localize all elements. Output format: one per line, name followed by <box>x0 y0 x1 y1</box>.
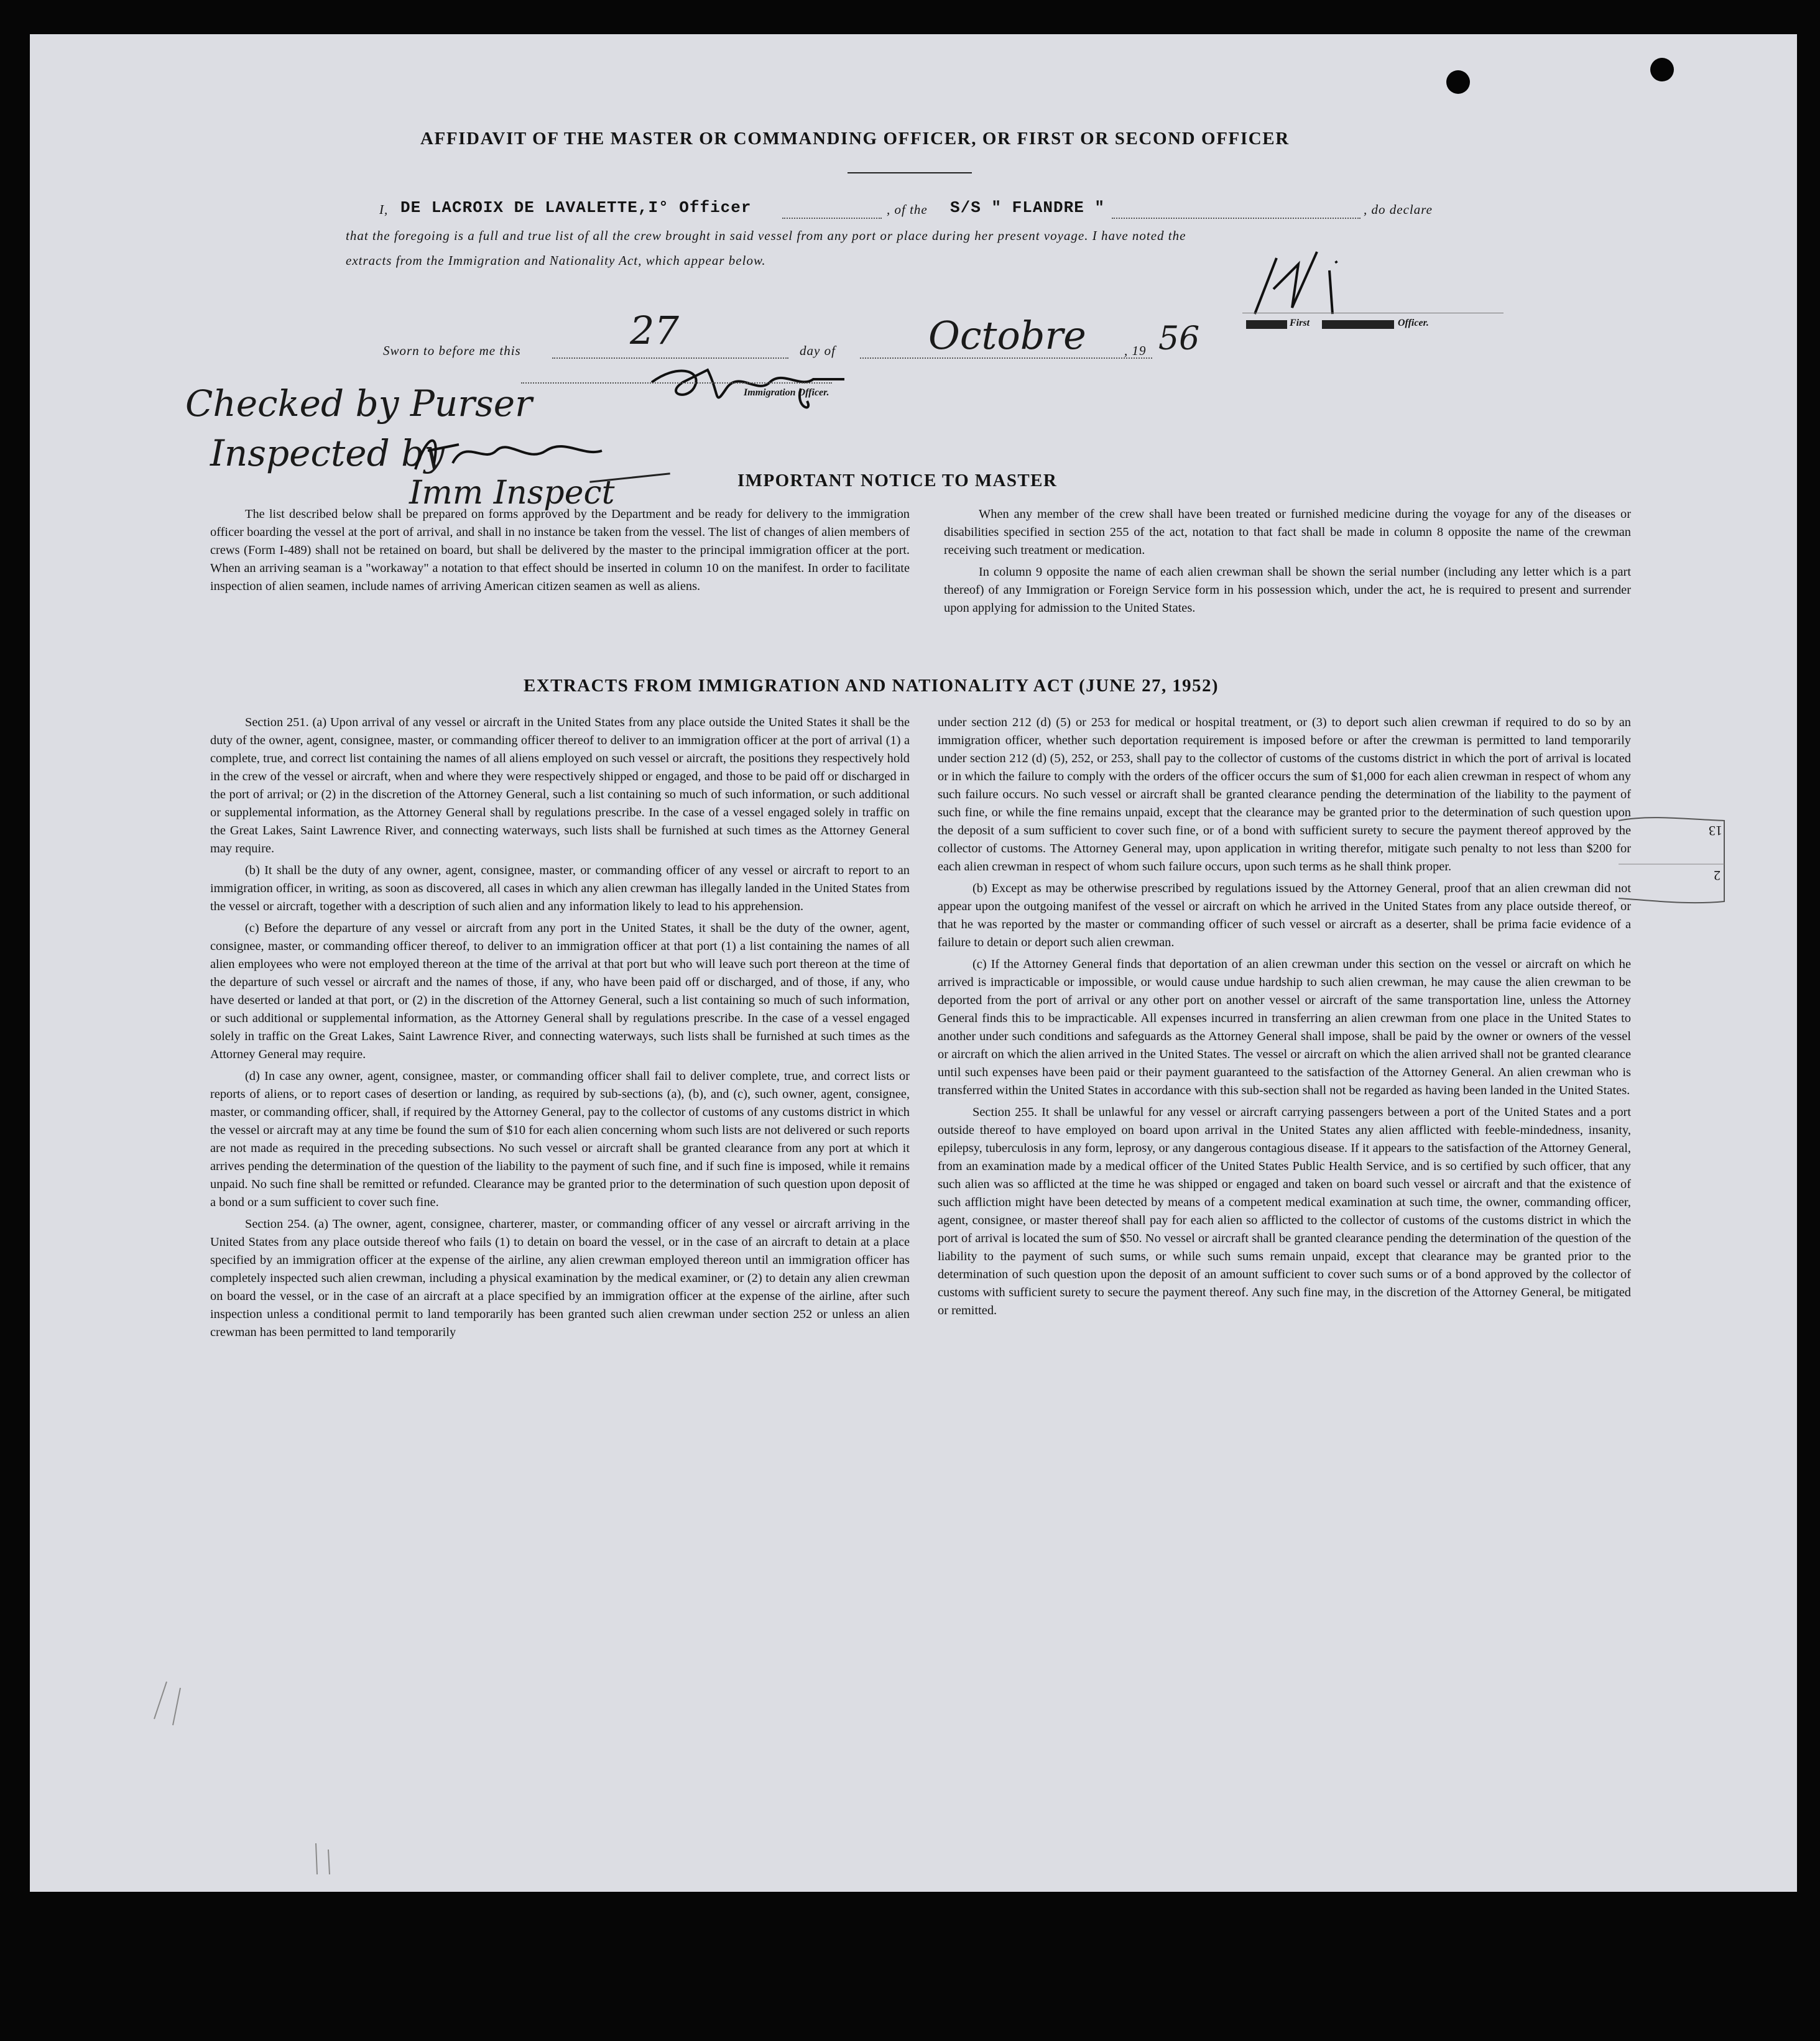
vessel-name: S/S " FLANDRE " <box>950 198 1106 217</box>
handwritten-checked-by: Checked by Purser <box>185 382 532 425</box>
officer-name: DE LACROIX DE LAVALETTE,I° Officer <box>400 198 752 217</box>
notice-right-paragraph-1: When any member of the crew shall have been treated or furnished medicine during the voyage for any of the diseases or disabilities specified in section 255 of the act, notation to that fact shall be made in column 8 opposite the name of the crewman receiving such treatment or medication. <box>944 507 1631 557</box>
extracts-title: EXTRACTS FROM IMMIGRATION AND NATIONALITY ACT (JUNE 27, 1952) <box>524 676 1219 696</box>
of-the-label: , of the <box>887 202 928 217</box>
i-label: I, <box>379 202 389 217</box>
notice-right-paragraph-2: In column 9 opposite the name of each alien crewman shall be shown the serial number (including any letter which is a part thereof) of any Immigration or Foreign Service form in his possession which, under the act, he is required to present and surrender upon applying for admission to the United States. <box>944 565 1631 615</box>
notice-right-column <box>944 505 1631 621</box>
margin-mark-13: 13 <box>1709 823 1722 839</box>
handwritten-inspected-by: Inspected by <box>210 432 445 474</box>
handwritten-imm-inspect: Imm Inspect <box>409 474 615 512</box>
sworn-year-handwritten: 56 <box>1158 320 1200 357</box>
immigration-officer-label: Immigration Officer. <box>744 387 829 398</box>
year-prefix: , 19 <box>1124 343 1147 358</box>
title-underline <box>848 172 972 173</box>
officer-caption-first: First <box>1290 318 1310 328</box>
extract-paragraph: (b) Except as may be otherwise prescribed by regulations issued by the Attorney General, proof that an alien crewman did not appear upon the outgoing manifest of the vessel or aircraft on which he arrived in the United States from any place outside thereof, or that he was reported by the master or commanding officer of such vessel or aircraft as a deserter, shall be prima facie evidence of a failure to detain or deport such alien crewman. <box>938 882 1631 949</box>
extracts-left-column <box>210 714 910 1345</box>
margin-mark-2: 2 <box>1714 868 1721 883</box>
redacted-master-word <box>1246 320 1287 329</box>
declaration-line-3: extracts from the Immigration and Nationality Act, which appear below. <box>346 253 766 268</box>
sworn-label: Sworn to before me this <box>383 343 521 358</box>
extract-paragraph: (b) It shall be the duty of any owner, agent, consignee, master, or commanding officer of any vessel or aircraft to report to an immigration officer, in writing, as soon as discovered, all cases in which any alien crewman has illegally landed in the United States from the vessel or aircraft, together with a description of such alien and any information likely to lead to his apprehension. <box>210 864 910 913</box>
notice-left-column <box>210 505 910 599</box>
immigration-officer-signature <box>614 351 900 420</box>
do-declare-label: , do declare <box>1364 202 1433 217</box>
immigration-officer-dots <box>521 382 832 384</box>
declaration-line-2: that the foregoing is a full and true list of all the crew brought in said vessel from any port or place during her present voyage. I have noted the <box>346 228 1186 243</box>
officer-signature <box>1242 246 1392 326</box>
pencil-marks <box>142 1669 390 1881</box>
day-of-label: day of <box>800 343 836 358</box>
extract-paragraph: under section 212 (d) (5) or 253 for medical or hospital treatment, or (3) to deport such alien crewman if required to do so by an immigration officer, whether such deportation requirement is imposed before or after the crewman is permitted to land temporarily under section 212 (d) (5), 252, or 253, shall pay to the collector of customs of the customs district in which the port of arrival is located or in which the failure to comply with the orders of the officer occurs the sum of $1,000 for each alien crewman in respect of whom any such failure occurs. No such vessel or aircraft shall be granted clearance pending the determination of the liability to the payment of such fine, or while the fine remains unpaid, except that the clearance may be granted prior to the determination of such question upon the deposit of a sum sufficient to cover such fine, or of a bond with sufficient surety to secure the payment thereof approved by the collector of customs. The Attorney General may, upon application in writing therefor, mitigate such penalty to not less than $200 for each alien crewman in respect of whom such failure occurs, upon such terms as he shall think proper. <box>938 716 1631 873</box>
extract-paragraph: (c) Before the departure of any vessel or aircraft from any port in the United States, it shall be the duty of the owner, agent, consignee, master, or commanding officer thereof, to deliver to an immigration officer at that port (1) a list containing the names of all alien employees who were not employed thereon at the time of the arrival at that port but who will leave such port thereon at the time of the departure of such vessel or aircraft and the names of those, if any, who have been paid off or discharged, and of those, if any, who have deserted or landed at that port, or (2) in the discretion of the Attorney General, such a list containing so much of such information, or such additional or supplemental information, as the Attorney General shall by regulations prescribe. In the case of a vessel engaged solely in traffic on the Great Lakes, Saint Lawrence River, and connecting waterways, such lists shall be furnished at such times as the Attorney General may require. <box>210 921 910 1061</box>
punch-hole-left <box>1446 70 1470 94</box>
redacted-second-word <box>1322 320 1394 329</box>
sworn-month-handwritten: Octobre <box>928 313 1086 358</box>
extract-paragraph: Section 254. (a) The owner, agent, consignee, charterer, master, or commanding officer of any vessel or aircraft arriving in the United States from any place outside thereof who fails (1) to detain on board the vessel, or in the case of an aircraft to detain at a place specified by an immigration officer at the expense of the airline, any alien crewman employed thereon until an immigration officer has completely inspected such alien crewman, including a physical examination by the medical examiner, or (2) to detain any alien crewman on board the vessel, or in the case of an aircraft at a place specified by an immigration officer at the expense of the airline, after such inspection unless a conditional permit to land temporarily has been granted such alien crewman under section 252 or unless an alien crewman has been permitted to land temporarily <box>210 1217 910 1339</box>
affidavit-title: AFFIDAVIT OF THE MASTER OR COMMANDING OFFICER, OR FIRST OR SECOND OFFICER <box>420 129 1290 149</box>
inspector-signature <box>403 426 608 482</box>
margin-bracket <box>1612 796 1749 920</box>
extract-paragraph: (c) If the Attorney General finds that deportation of an alien crewman under this section on the vessel or aircraft on which he arrived is impracticable or impossible, or would cause undue hardship to such alien crewman, he may cause the alien crewman to be deported from the port of arrival or any other port on another vessel or aircraft of the same transportation line, unless the Attorney General finds this to be impracticable. All expenses incurred in transferring an alien crewman from one place in the United States to another under such conditions and safeguards as the Attorney General shall impose, shall be paid by the owner or owners of the vessel or aircraft on which the alien arrived in the United States. The vessel or aircraft on which the alien arrived shall not be granted clearance until such expenses have been paid or their payment guaranteed to the satisfaction of the Attorney General. An alien crewman who is transferred within the United States in accordance with this sub-section shall not be regarded as having been landed in the United States. <box>938 957 1631 1097</box>
vessel-name-dots <box>1112 218 1360 219</box>
sworn-day-handwritten: 27 <box>630 308 679 353</box>
extract-paragraph: Section 255. It shall be unlawful for any vessel or aircraft carrying passengers between a port of the United States and a port outside thereof to have employed on board upon arrival in the United States any alien afflicted with feeble-mindedness, insanity, epilepsy, tuberculosis in any form, leprosy, or any dangerous contagious disease. If it appears to the satisfaction of the Attorney General, from an examination made by a medical officer of the United States Public Health Service, and is so certified by such officer, that any such alien was so afflicted at the time he was shipped or engaged and taken on board such vessel or aircraft and that the existence of such affliction might have been detected by means of a competent medical examination at such time, the owner, commanding officer, agent, consignee, or master thereof shall pay for each alien so afflicted to the collector of customs of the customs district in which the port of arrival is located the sum of $50. No vessel or aircraft shall be granted clearance pending the determination of the question of the liability to the payment of such sums, or while such sums remain unpaid, except that clearance may be granted prior to the determination of such question upon the deposit of an amount sufficient to cover such sums or of a bond approved by the collector of customs with sufficient surety to secure the payment thereof. Any such fine may, in the discretion of the Attorney General, be mitigated or remitted. <box>938 1105 1631 1317</box>
extract-paragraph: (d) In case any owner, agent, consignee, master, or commanding officer shall fail to deliver complete, true, and correct lists or reports of aliens, or to report cases of desertion or landing, as required by sub-sections (a), (b), and (c), such owner, agent, consignee, master, or commanding officer, shall, if required by the Attorney General, pay to the collector of customs of any customs district in which the vessel or aircraft may at any time be found the sum of $10 for each alien concerning whom such lists are not delivered or such reports are not made as required in the preceding subsections. No such vessel or aircraft shall be granted clearance from any port at which it arrives pending the determination of the question of the liability to the payment of such fine, and if such fine is imposed, while it remains unpaid. No such fine shall be remitted or refunded. Clearance may be granted prior to the determination of such question upon deposit of a bond or a sum sufficient to cover such fine. <box>210 1069 910 1209</box>
punch-hole-right <box>1650 58 1674 81</box>
officer-caption-end: Officer. <box>1398 318 1429 328</box>
document-sheet <box>30 34 1797 1892</box>
officer-name-dots <box>782 218 882 219</box>
extracts-right-column <box>938 714 1631 1324</box>
notice-left-paragraph: The list described below shall be prepared on forms approved by the Department and be ready for delivery to the immigration officer boarding the vessel at the port of arrival, and shall in no instance be taken from the vessel. The list of changes of alien members of crews (Form I-489) shall not be retained on board, but shall be delivered by the master to the principal immigration officer at the port. When an arriving seaman is a "workaway" a notation to that effect should be inserted in column 10 on the manifest. In order to facilitate inspection of alien seamen, include names of arriving American citizen seamen as well as aliens. <box>210 507 910 593</box>
extract-paragraph: Section 251. (a) Upon arrival of any vessel or aircraft in the United States from any place outside the United States it shall be the duty of the owner, agent, consignee, master, or commanding officer thereof to deliver to an immigration officer at the port of arrival (1) a complete, true, and correct list containing the names of all aliens employed on such vessel or aircraft, the positions they respectively hold in the crew of the vessel or aircraft, when and where they were respectively shipped or engaged, and those to be paid off or discharged in the port of arrival; or (2) in the discretion of the Attorney General, such a list containing so much of such information, or such additional or supplemental information, as the Attorney General shall by regulations prescribe. In the case of a vessel engaged solely in traffic on the Great Lakes, Saint Lawrence River, and connecting waterways, such lists shall be furnished at such times as the Attorney General may require. <box>210 716 910 855</box>
notice-title: IMPORTANT NOTICE TO MASTER <box>737 471 1058 491</box>
